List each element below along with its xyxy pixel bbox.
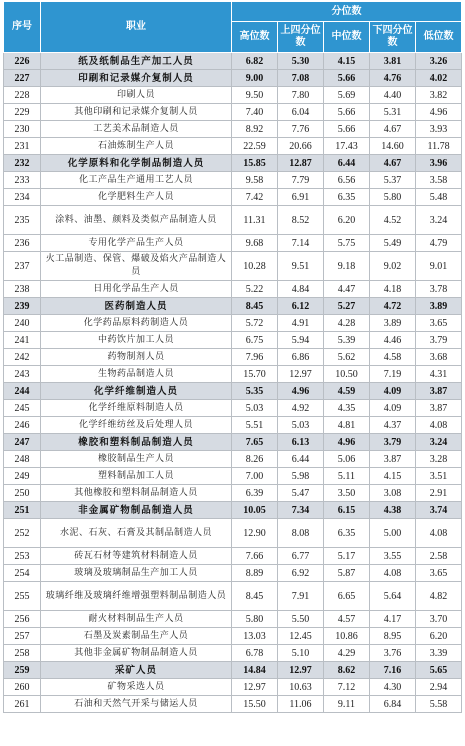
salary-table-container (3, 1, 462, 713)
upper-quartile-value: 11.06 (278, 696, 324, 713)
job-name: 玻璃及玻璃制品生产加工人员 (41, 565, 232, 582)
upper-quartile-value: 6.12 (278, 298, 324, 315)
upper-quartile-value: 5.30 (278, 53, 324, 70)
upper-quartile-value: 8.52 (278, 206, 324, 235)
median-value: 4.59 (324, 383, 370, 400)
low-value: 3.51 (416, 468, 462, 485)
low-value: 4.79 (416, 235, 462, 252)
median-value: 5.66 (324, 70, 370, 87)
table-row (4, 121, 462, 138)
job-name: 专用化学产品生产人员 (41, 235, 232, 252)
job-name: 医药制造人员 (41, 298, 232, 315)
low-value: 3.26 (416, 53, 462, 70)
job-name: 矿物采选人员 (41, 679, 232, 696)
table-row (4, 485, 462, 502)
median-value: 6.35 (324, 519, 370, 548)
low-value: 3.68 (416, 349, 462, 366)
median-value: 6.56 (324, 172, 370, 189)
high-value: 6.39 (232, 485, 278, 502)
low-value: 3.96 (416, 155, 462, 172)
high-value: 8.45 (232, 582, 278, 611)
high-value: 5.51 (232, 417, 278, 434)
median-value: 6.35 (324, 189, 370, 206)
table-row (4, 468, 462, 485)
upper-quartile-value: 12.45 (278, 628, 324, 645)
high-value: 8.26 (232, 451, 278, 468)
low-value: 3.65 (416, 565, 462, 582)
low-value: 3.78 (416, 281, 462, 298)
salary-quantile-table (3, 1, 462, 713)
upper-quartile-value: 7.80 (278, 87, 324, 104)
low-value: 5.48 (416, 189, 462, 206)
high-value: 9.68 (232, 235, 278, 252)
row-number: 245 (4, 400, 41, 417)
high-value: 8.45 (232, 298, 278, 315)
high-value: 15.50 (232, 696, 278, 713)
lower-quartile-value: 3.55 (370, 548, 416, 565)
lower-quartile-value: 3.08 (370, 485, 416, 502)
table-row (4, 611, 462, 628)
upper-quartile-value: 7.91 (278, 582, 324, 611)
category-row (4, 70, 462, 87)
low-value: 4.31 (416, 366, 462, 383)
low-value: 3.65 (416, 315, 462, 332)
upper-quartile-value: 6.77 (278, 548, 324, 565)
upper-quartile-value: 4.84 (278, 281, 324, 298)
job-name: 化学纤维制造人员 (41, 383, 232, 400)
job-name: 工艺美术品制造人员 (41, 121, 232, 138)
median-value: 6.44 (324, 155, 370, 172)
low-value: 4.08 (416, 417, 462, 434)
lower-quartile-value: 3.79 (370, 434, 416, 451)
upper-quartile-value: 6.91 (278, 189, 324, 206)
table-row (4, 315, 462, 332)
lower-quartile-value: 3.89 (370, 315, 416, 332)
table-row (4, 366, 462, 383)
median-value: 5.06 (324, 451, 370, 468)
row-number: 261 (4, 696, 41, 713)
header-upper-quartile: 上四分位数 (278, 22, 324, 53)
median-value: 10.86 (324, 628, 370, 645)
low-value: 3.82 (416, 87, 462, 104)
upper-quartile-value: 12.97 (278, 366, 324, 383)
header-high: 高位数 (232, 22, 278, 53)
low-value: 6.20 (416, 628, 462, 645)
high-value: 5.72 (232, 315, 278, 332)
row-number: 256 (4, 611, 41, 628)
high-value: 7.42 (232, 189, 278, 206)
job-name: 日用化学品生产人员 (41, 281, 232, 298)
job-name: 塑料制品加工人员 (41, 468, 232, 485)
lower-quartile-value: 5.00 (370, 519, 416, 548)
job-name: 涂料、油墨、颜料及类似产品制造人员 (41, 206, 232, 235)
upper-quartile-value: 7.34 (278, 502, 324, 519)
upper-quartile-value: 20.66 (278, 138, 324, 155)
row-number: 244 (4, 383, 41, 400)
row-number: 239 (4, 298, 41, 315)
low-value: 4.96 (416, 104, 462, 121)
row-number: 250 (4, 485, 41, 502)
lower-quartile-value: 5.31 (370, 104, 416, 121)
job-name: 水泥、石灰、石膏及其制品制造人员 (41, 519, 232, 548)
row-number: 235 (4, 206, 41, 235)
row-number: 241 (4, 332, 41, 349)
lower-quartile-value: 7.19 (370, 366, 416, 383)
upper-quartile-value: 4.96 (278, 383, 324, 400)
row-number: 240 (4, 315, 41, 332)
median-value: 4.28 (324, 315, 370, 332)
low-value: 2.91 (416, 485, 462, 502)
median-value: 5.69 (324, 87, 370, 104)
job-name: 砖瓦石材等建筑材料制造人员 (41, 548, 232, 565)
high-value: 12.97 (232, 679, 278, 696)
job-name: 化学原料和化学制品制造人员 (41, 155, 232, 172)
high-value: 12.90 (232, 519, 278, 548)
upper-quartile-value: 9.51 (278, 252, 324, 281)
row-number: 254 (4, 565, 41, 582)
median-value: 5.87 (324, 565, 370, 582)
median-value: 5.62 (324, 349, 370, 366)
table-row (4, 565, 462, 582)
category-row (4, 502, 462, 519)
low-value: 2.58 (416, 548, 462, 565)
low-value: 3.28 (416, 451, 462, 468)
median-value: 8.62 (324, 662, 370, 679)
median-value: 9.18 (324, 252, 370, 281)
lower-quartile-value: 4.46 (370, 332, 416, 349)
upper-quartile-value: 6.13 (278, 434, 324, 451)
table-row (4, 417, 462, 434)
median-value: 5.39 (324, 332, 370, 349)
header-no: 序号 (4, 2, 41, 53)
job-name: 火工品制造、保管、爆破及焰火产品制造人员 (41, 252, 232, 281)
job-name: 玻璃纤维及玻璃纤维增强塑料制品制造人员 (41, 582, 232, 611)
job-name: 印刷人员 (41, 87, 232, 104)
job-name: 纸及纸制品生产加工人员 (41, 53, 232, 70)
high-value: 9.58 (232, 172, 278, 189)
table-row (4, 235, 462, 252)
table-row (4, 628, 462, 645)
median-value: 5.66 (324, 104, 370, 121)
lower-quartile-value: 4.37 (370, 417, 416, 434)
low-value: 3.58 (416, 172, 462, 189)
job-name: 中药饮片加工人员 (41, 332, 232, 349)
upper-quartile-value: 5.50 (278, 611, 324, 628)
low-value: 3.87 (416, 383, 462, 400)
low-value: 5.58 (416, 696, 462, 713)
upper-quartile-value: 4.92 (278, 400, 324, 417)
high-value: 15.70 (232, 366, 278, 383)
high-value: 13.03 (232, 628, 278, 645)
upper-quartile-value: 5.98 (278, 468, 324, 485)
low-value: 5.65 (416, 662, 462, 679)
median-value: 5.75 (324, 235, 370, 252)
row-number: 246 (4, 417, 41, 434)
table-row (4, 332, 462, 349)
upper-quartile-value: 6.92 (278, 565, 324, 582)
job-name: 石油和天然气开采与储运人员 (41, 696, 232, 713)
lower-quartile-value: 4.76 (370, 70, 416, 87)
table-row (4, 400, 462, 417)
low-value: 4.08 (416, 519, 462, 548)
lower-quartile-value: 4.52 (370, 206, 416, 235)
high-value: 5.03 (232, 400, 278, 417)
median-value: 6.15 (324, 502, 370, 519)
row-number: 253 (4, 548, 41, 565)
upper-quartile-value: 12.87 (278, 155, 324, 172)
high-value: 6.82 (232, 53, 278, 70)
high-value: 8.92 (232, 121, 278, 138)
row-number: 257 (4, 628, 41, 645)
row-number: 233 (4, 172, 41, 189)
header-quantile-group: 分位数 (232, 2, 462, 22)
upper-quartile-value: 8.08 (278, 519, 324, 548)
header-median: 中位数 (324, 22, 370, 53)
lower-quartile-value: 9.02 (370, 252, 416, 281)
median-value: 4.29 (324, 645, 370, 662)
table-row (4, 189, 462, 206)
upper-quartile-value: 10.63 (278, 679, 324, 696)
median-value: 4.96 (324, 434, 370, 451)
row-number: 230 (4, 121, 41, 138)
row-number: 238 (4, 281, 41, 298)
table-row (4, 548, 462, 565)
row-number: 252 (4, 519, 41, 548)
row-number: 237 (4, 252, 41, 281)
high-value: 14.84 (232, 662, 278, 679)
high-value: 10.28 (232, 252, 278, 281)
job-name: 药物制剂人员 (41, 349, 232, 366)
table-row (4, 582, 462, 611)
row-number: 259 (4, 662, 41, 679)
median-value: 7.12 (324, 679, 370, 696)
lower-quartile-value: 3.76 (370, 645, 416, 662)
category-row (4, 434, 462, 451)
lower-quartile-value: 4.72 (370, 298, 416, 315)
upper-quartile-value: 7.08 (278, 70, 324, 87)
table-row (4, 645, 462, 662)
low-value: 3.24 (416, 206, 462, 235)
high-value: 11.31 (232, 206, 278, 235)
lower-quartile-value: 4.09 (370, 400, 416, 417)
upper-quartile-value: 5.94 (278, 332, 324, 349)
table-row (4, 696, 462, 713)
job-name: 其他印刷和记录媒介复制人员 (41, 104, 232, 121)
table-row (4, 172, 462, 189)
header-low: 低位数 (416, 22, 462, 53)
upper-quartile-value: 5.10 (278, 645, 324, 662)
high-value: 5.22 (232, 281, 278, 298)
row-number: 231 (4, 138, 41, 155)
upper-quartile-value: 7.76 (278, 121, 324, 138)
upper-quartile-value: 4.91 (278, 315, 324, 332)
low-value: 9.01 (416, 252, 462, 281)
low-value: 11.78 (416, 138, 462, 155)
low-value: 4.02 (416, 70, 462, 87)
category-row (4, 383, 462, 400)
high-value: 5.35 (232, 383, 278, 400)
low-value: 3.87 (416, 400, 462, 417)
row-number: 249 (4, 468, 41, 485)
row-number: 228 (4, 87, 41, 104)
job-name: 耐火材料制品生产人员 (41, 611, 232, 628)
high-value: 6.75 (232, 332, 278, 349)
job-name: 印刷和记录媒介复制人员 (41, 70, 232, 87)
high-value: 9.00 (232, 70, 278, 87)
job-name: 化学肥料生产人员 (41, 189, 232, 206)
job-name: 化学纤维原料制造人员 (41, 400, 232, 417)
row-number: 251 (4, 502, 41, 519)
upper-quartile-value: 6.86 (278, 349, 324, 366)
high-value: 22.59 (232, 138, 278, 155)
table-body (4, 53, 462, 713)
header-lower-quartile: 下四分位数 (370, 22, 416, 53)
high-value: 7.66 (232, 548, 278, 565)
median-value: 5.27 (324, 298, 370, 315)
low-value: 3.24 (416, 434, 462, 451)
lower-quartile-value: 4.67 (370, 121, 416, 138)
category-row (4, 298, 462, 315)
low-value: 3.93 (416, 121, 462, 138)
lower-quartile-value: 14.60 (370, 138, 416, 155)
table-row (4, 281, 462, 298)
median-value: 3.50 (324, 485, 370, 502)
row-number: 242 (4, 349, 41, 366)
lower-quartile-value: 4.17 (370, 611, 416, 628)
median-value: 17.43 (324, 138, 370, 155)
low-value: 3.70 (416, 611, 462, 628)
row-number: 236 (4, 235, 41, 252)
upper-quartile-value: 5.03 (278, 417, 324, 434)
row-number: 255 (4, 582, 41, 611)
lower-quartile-value: 3.87 (370, 451, 416, 468)
job-name: 化工产品生产通用工艺人员 (41, 172, 232, 189)
high-value: 7.00 (232, 468, 278, 485)
median-value: 4.35 (324, 400, 370, 417)
job-name: 非金属矿物制品制造人员 (41, 502, 232, 519)
lower-quartile-value: 6.84 (370, 696, 416, 713)
high-value: 7.65 (232, 434, 278, 451)
median-value: 4.47 (324, 281, 370, 298)
table-row (4, 206, 462, 235)
job-name: 生物药品制造人员 (41, 366, 232, 383)
lower-quartile-value: 5.64 (370, 582, 416, 611)
upper-quartile-value: 7.79 (278, 172, 324, 189)
row-number: 247 (4, 434, 41, 451)
high-value: 5.80 (232, 611, 278, 628)
lower-quartile-value: 4.30 (370, 679, 416, 696)
job-name: 其他非金属矿物制品制造人员 (41, 645, 232, 662)
upper-quartile-value: 6.04 (278, 104, 324, 121)
category-row (4, 662, 462, 679)
high-value: 9.50 (232, 87, 278, 104)
lower-quartile-value: 7.16 (370, 662, 416, 679)
median-value: 9.11 (324, 696, 370, 713)
upper-quartile-value: 6.44 (278, 451, 324, 468)
lower-quartile-value: 8.95 (370, 628, 416, 645)
low-value: 3.39 (416, 645, 462, 662)
row-number: 248 (4, 451, 41, 468)
job-name: 石墨及炭素制品生产人员 (41, 628, 232, 645)
header-job: 职业 (41, 2, 232, 53)
job-name: 石油炼制生产人员 (41, 138, 232, 155)
row-number: 243 (4, 366, 41, 383)
table-row (4, 252, 462, 281)
low-value: 2.94 (416, 679, 462, 696)
median-value: 4.15 (324, 53, 370, 70)
median-value: 10.50 (324, 366, 370, 383)
table-row (4, 451, 462, 468)
lower-quartile-value: 4.58 (370, 349, 416, 366)
row-number: 232 (4, 155, 41, 172)
table-row (4, 87, 462, 104)
lower-quartile-value: 3.81 (370, 53, 416, 70)
job-name: 其他橡胶和塑料制品制造人员 (41, 485, 232, 502)
median-value: 6.20 (324, 206, 370, 235)
category-row (4, 53, 462, 70)
high-value: 15.85 (232, 155, 278, 172)
median-value: 5.11 (324, 468, 370, 485)
row-number: 260 (4, 679, 41, 696)
median-value: 4.57 (324, 611, 370, 628)
row-number: 258 (4, 645, 41, 662)
low-value: 3.79 (416, 332, 462, 349)
high-value: 6.78 (232, 645, 278, 662)
upper-quartile-value: 5.47 (278, 485, 324, 502)
table-row (4, 104, 462, 121)
low-value: 3.89 (416, 298, 462, 315)
lower-quartile-value: 5.80 (370, 189, 416, 206)
row-number: 234 (4, 189, 41, 206)
lower-quartile-value: 4.38 (370, 502, 416, 519)
job-name: 化学纤维纺丝及后处理人员 (41, 417, 232, 434)
low-value: 4.82 (416, 582, 462, 611)
category-row (4, 155, 462, 172)
job-name: 采矿人员 (41, 662, 232, 679)
lower-quartile-value: 4.18 (370, 281, 416, 298)
high-value: 7.40 (232, 104, 278, 121)
high-value: 7.96 (232, 349, 278, 366)
upper-quartile-value: 12.97 (278, 662, 324, 679)
job-name: 化学药品原料药制造人员 (41, 315, 232, 332)
table-row (4, 138, 462, 155)
high-value: 8.89 (232, 565, 278, 582)
median-value: 5.66 (324, 121, 370, 138)
lower-quartile-value: 5.49 (370, 235, 416, 252)
low-value: 3.74 (416, 502, 462, 519)
lower-quartile-value: 4.15 (370, 468, 416, 485)
lower-quartile-value: 4.09 (370, 383, 416, 400)
row-number: 227 (4, 70, 41, 87)
lower-quartile-value: 4.08 (370, 565, 416, 582)
lower-quartile-value: 5.37 (370, 172, 416, 189)
job-name: 橡胶和塑料制品制造人员 (41, 434, 232, 451)
row-number: 226 (4, 53, 41, 70)
median-value: 6.65 (324, 582, 370, 611)
high-value: 10.05 (232, 502, 278, 519)
row-number: 229 (4, 104, 41, 121)
table-row (4, 519, 462, 548)
upper-quartile-value: 7.14 (278, 235, 324, 252)
table-row (4, 679, 462, 696)
median-value: 4.81 (324, 417, 370, 434)
lower-quartile-value: 4.40 (370, 87, 416, 104)
job-name: 橡胶制品生产人员 (41, 451, 232, 468)
lower-quartile-value: 4.67 (370, 155, 416, 172)
median-value: 5.17 (324, 548, 370, 565)
table-row (4, 349, 462, 366)
